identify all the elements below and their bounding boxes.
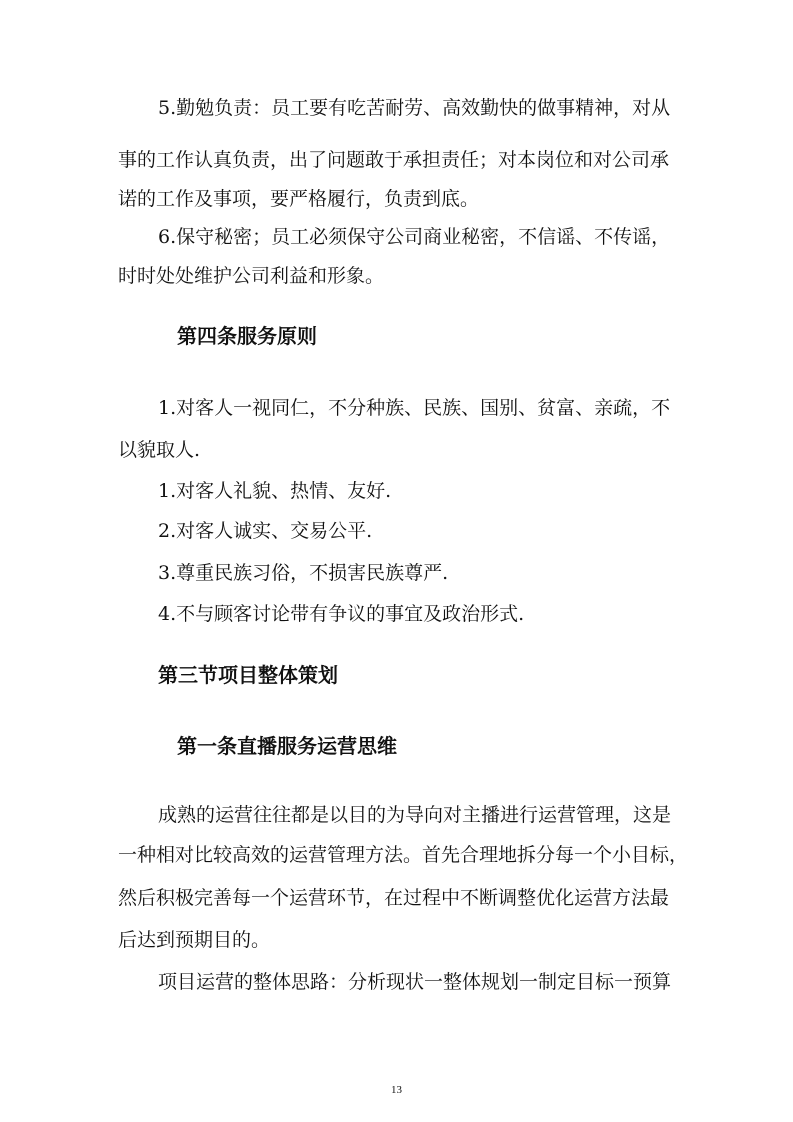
section-heading: 第一条直播服务运营思维 <box>177 734 397 758</box>
list-item: 1.对客人礼貌、热情、友好. <box>158 480 392 502</box>
section-heading: 第四条服务原则 <box>177 324 317 348</box>
paragraph-line: 诺的工作及事项，要严格履行，负责到底。 <box>118 188 480 210</box>
chapter-heading: 第三节项目整体策划 <box>158 663 338 687</box>
paragraph-line: 时时处处维护公司利益和形象。 <box>118 265 385 287</box>
paragraph-line: 后达到预期目的。 <box>118 929 271 951</box>
paragraph-line: 1.对客人一视同仁，不分种族、民族、国别、贫富、亲疏，不 <box>158 397 671 419</box>
list-item: 3.尊重民族习俗，不损害民族尊严. <box>158 562 449 584</box>
paragraph-line: 5.勤勉负责：员工要有吃苦耐劳、高效勤快的做事精神，对从 <box>158 97 671 119</box>
paragraph-line: 然后积极完善每一个运营环节，在过程中不断调整优化运营方法最 <box>118 887 670 909</box>
list-item: 4.不与顾客讨论带有争议的事宜及政治形式. <box>158 603 525 625</box>
page-number: 13 <box>391 1084 402 1096</box>
list-item: 2.对客人诚实、交易公平. <box>158 520 373 542</box>
paragraph-line: 项目运营的整体思路：分析现状一整体规划一制定目标一预算 <box>158 971 672 993</box>
paragraph-line: 以貌取人. <box>118 439 201 461</box>
paragraph-line: 事的工作认真负责，出了问题敢于承担责任；对本岗位和对公司承 <box>118 149 670 171</box>
paragraph-line: 6.保守秘密；员工必须保守公司商业秘密，不信谣、不传谣， <box>158 226 671 248</box>
paragraph-line: 成熟的运营往往都是以目的为导向对主播进行运营管理，这是 <box>158 804 672 826</box>
paragraph-line: 一种相对比较高效的运营管理方法。首先合理地拆分每一个小目标， <box>118 844 689 866</box>
